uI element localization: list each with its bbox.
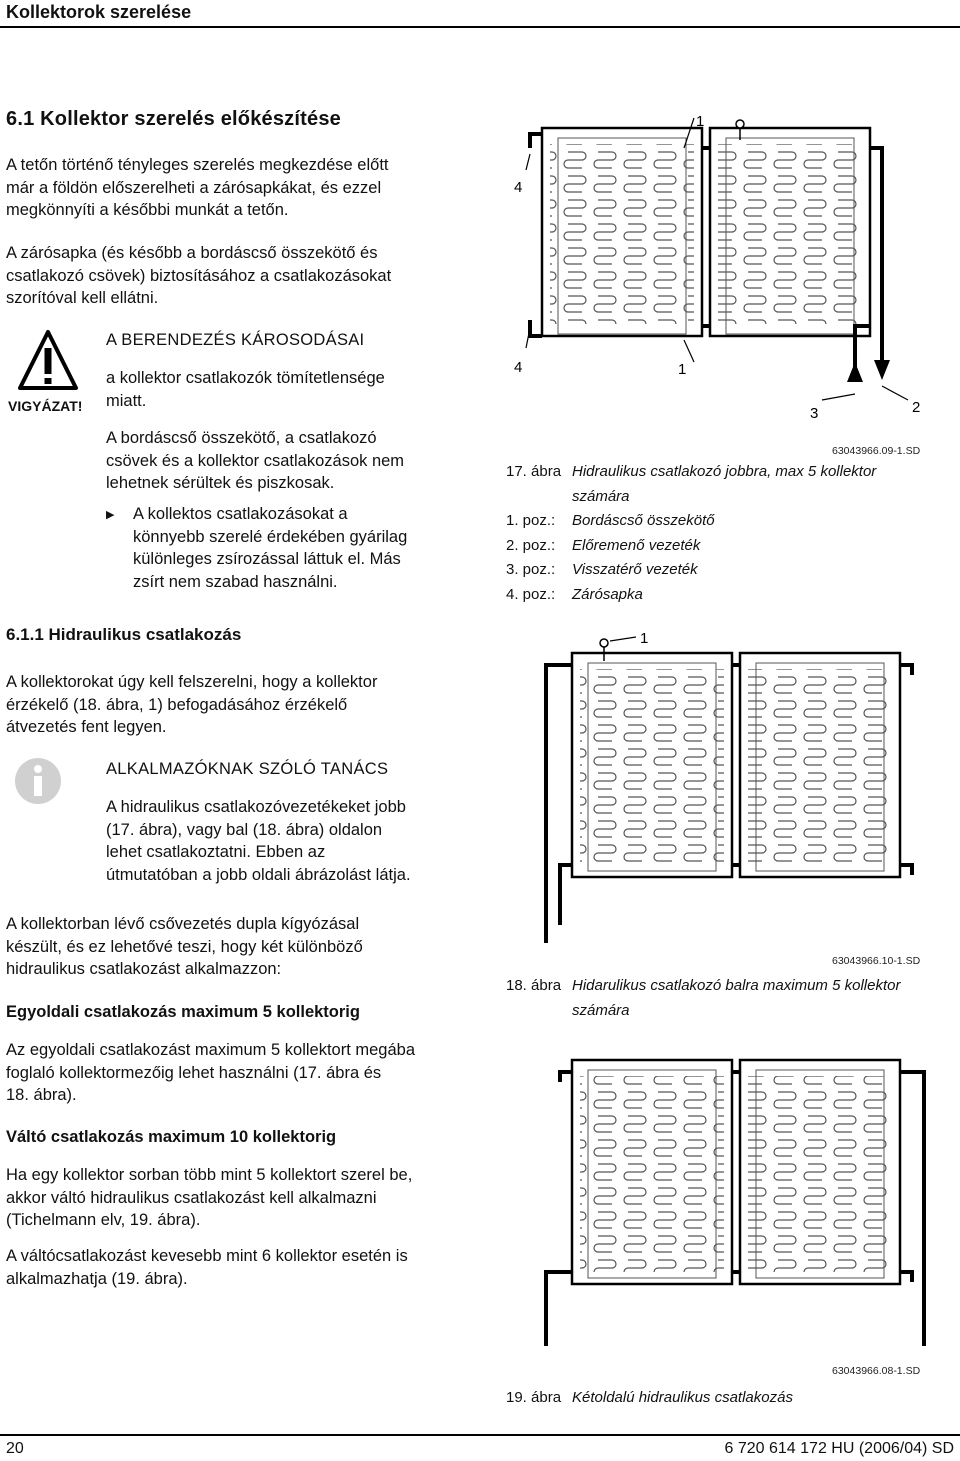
running-header: Kollektorok szerelése [6,2,192,22]
tip-title: ALKALMAZÓKNAK SZÓLÓ TANÁCS [106,760,389,778]
alternate-paragraph-2 [6,1245,476,1290]
serpentine-pipe [580,1076,724,1272]
callout-1: 1 [640,630,649,647]
figure-18-code: 63043966.10-1.SD [832,955,921,967]
warning-line: könnyebb szerelé érdekében gyárilag [133,527,408,546]
body-line: A váltócsatlakozást kevesebb mint 6 kollektor esetén is [6,1247,408,1265]
header-rule [0,26,960,28]
warning-text-2 [106,427,466,495]
body-line: Ha egy kollektor sorban több mint 5 kollektort szerel be, [6,1166,413,1184]
callout-1-top: 1 [696,113,705,130]
para-line: átvezetés fent legyen. [6,718,167,736]
tip-text [106,796,476,886]
legend-value: Visszatérő vezeték [572,561,698,578]
figure-18-number: 18. ábra [506,977,562,994]
legend-key: 4. poz.: [506,585,556,603]
body-line: Az egyoldali csatlakozást maximum 5 kollektort megába [6,1041,416,1059]
figure-18-title-2: számára [572,1001,630,1019]
body-line: 18. ábra). [6,1086,77,1104]
flow-arrow-icon [874,360,890,380]
callout-1-bottom: 1 [678,361,687,378]
intro-paragraph [6,154,476,222]
warning-line: a kollektor csatlakozók tömítetlensége [106,369,385,387]
body-line: foglaló kollektormezőig lehet használni (17. ábra és [6,1063,382,1082]
legend-key: 1. poz.: [506,512,556,529]
double-serpentine-paragraph [6,913,476,981]
warning-line: A bordáscső összekötő, a csatlakozó [106,429,377,447]
figure-18-caption [506,974,946,1023]
subsection-heading: 6.1.1 Hidraulikus csatlakozás [6,625,242,644]
warning-line: miatt. [106,391,147,410]
section-heading: 6.1 Kollektor szerelés előkészítése [6,108,341,130]
one-side-heading: Egyoldali csatlakozás maximum 5 kollektorig [6,1003,360,1021]
bullet-triangle-icon: ▶ [106,509,115,521]
clamp-line: A zárósapka (és később a bordáscső összekötő és [6,244,378,262]
warning-line: lehetnek sérültek és piszkosak. [106,474,335,492]
callout-3: 3 [810,405,819,422]
figure-19-code: 63043966.08-1.SD [832,1365,921,1377]
one-side-paragraph [6,1039,476,1107]
figure-18-diagram [500,625,940,960]
figure-17-title-2: számára [572,487,630,505]
alternate-heading: Váltó csatlakozás maximum 10 kollektorig [6,1128,337,1146]
warning-bullet [133,503,473,593]
serpentine-pipe [718,144,862,324]
body-line: alkalmazhatja (19. ábra). [6,1269,188,1288]
para-line: érzékelő (18. ábra, 1) befogadásához érzékelő [6,695,348,714]
callout-4-bottom: 4 [514,359,523,376]
subsection-paragraph [6,671,476,739]
intro-line: megkönnyíti a későbbi munkát a tetőn. [6,201,289,219]
warning-line: A kollektos csatlakozásokat a [133,505,348,523]
warning-title: A BERENDEZÉS KÁROSODÁSAI [106,331,365,349]
warning-line: csövek és a kollektor csatlakozások nem [106,451,405,470]
serpentine-pipe [748,669,892,865]
intro-line: A tetőn történő tényleges szerelés megkezdése előtt [6,156,389,174]
serpentine-pipe [748,1076,892,1272]
document-code: 6 720 614 172 HU (2006/04) SD [724,1440,954,1457]
body-line: A kollektorban lévő csővezetés dupla kígyózásal [6,915,360,933]
tip-line: lehet csatlakoztatni. Ebben az [106,843,326,861]
figure-17-diagram [500,100,940,462]
figure-17-title: Hidraulikus csatlakozó jobbra, max 5 kollektor [572,463,877,480]
body-line: készült, és ez lehetővé teszi, hogy két különböző [6,937,363,956]
warning-text-1 [106,367,466,412]
legend-key: 3. poz.: [506,561,556,578]
info-icon [14,757,62,805]
return-arrow-icon [847,362,863,382]
intro-line: már a földön előszerelheti a zárósapkákat, és ezzel [6,178,382,197]
sensor-icon [736,120,744,128]
warning-icon-label: VIGYÁZAT! [8,398,83,414]
body-line: akkor váltó hidraulikus csatlakozást kell alkalmazni [6,1188,377,1207]
serpentine-pipe [550,144,694,324]
body-line: hidraulikus csatlakozást alkalmazzon: [6,960,282,978]
figure-19-number: 19. ábra [506,1389,562,1406]
clamp-line: csatlakozó csövek) biztosításához a csatlakozásokat [6,266,392,285]
para-line: A kollektorokat úgy kell felszerelni, hogy a kollektor [6,673,378,691]
tip-line: (17. ábra), vagy bal (18. ábra) oldalon [106,820,383,839]
warning-line: zsírt nem szabad használni. [133,572,338,591]
legend-value: Bordáscső összekötő [572,512,715,529]
page-number: 20 [6,1440,24,1457]
footer-rule [0,1434,960,1436]
body-line: (Tichelmann elv, 19. ábra). [6,1211,201,1229]
figure-19-title: Kétoldalú hidraulikus csatlakozás [572,1389,793,1406]
tip-line: A hidraulikus csatlakozóvezetékeket jobb [106,798,406,816]
figure-19-diagram [500,1040,940,1370]
legend-value: Zárósapka [572,585,643,603]
alternate-paragraph [6,1164,476,1232]
callout-2: 2 [912,399,921,416]
figure-17-code: 63043966.09-1.SD [832,445,921,457]
serpentine-pipe [580,669,724,865]
sensor-icon [600,639,608,647]
figure-19-caption [506,1386,946,1411]
tip-line: útmutatóban a jobb oldali ábrázolást látja. [106,865,411,884]
figure-17-number: 17. ábra [506,463,562,480]
figure-17-caption [506,460,926,607]
warning-line: különleges zsírozással láttuk el. Más [133,550,401,568]
figure-18-title: Hidarulikus csatlakozó balra maximum 5 kollektor [572,977,901,994]
callout-4-top: 4 [514,179,523,196]
warning-triangle-icon [16,328,80,394]
clamp-paragraph [6,242,476,310]
legend-value: Előremenő vezeték [572,536,701,554]
clamp-line: szorítóval kell ellátni. [6,289,159,307]
legend-key: 2. poz.: [506,536,556,554]
